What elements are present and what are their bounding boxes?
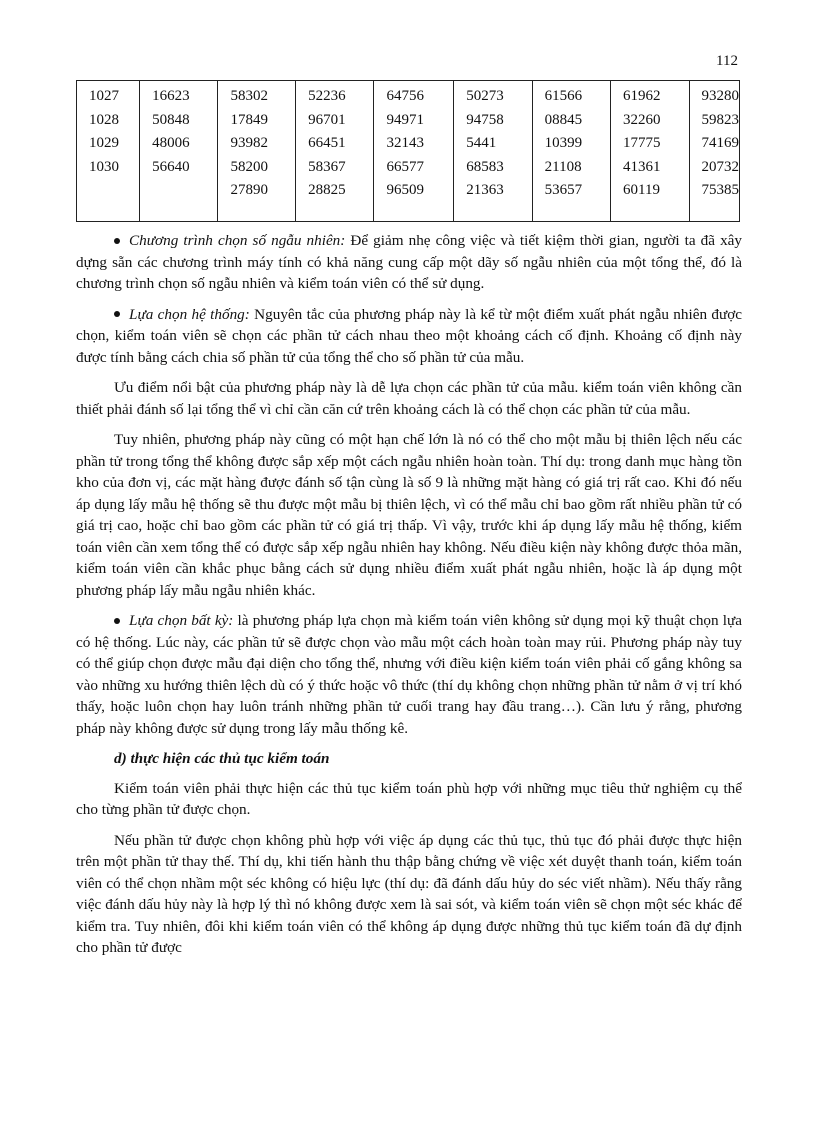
paragraph-text: là phương pháp lựa chọn mà kiểm toán viên không sử dụng mọi kỹ thuật chọn lựa có hệ thống. Lúc này, các phần tử sẽ được chọn vào mẫu một cách hoàn toàn may rủi. Phương pháp này tuy có thể giúp chọn được mẫu đại diện cho tổng thể, nhưng với điều kiện kiểm toán viên phải cố gắng không sa vào những xu hướng thiên lệch dù có ý thức hoặc vô thức (thí dụ không chọn những phần tử nằm ở vị trí khó thấy, hoặc luôn chọn hay luôn tránh những phần tử cuối trang hay đầu trang…). Cần lưu ý rằng, phương pháp này không được sử dụng trong lấy mẫu thống kê.	[76, 612, 742, 737]
table-value: 41361	[623, 158, 661, 175]
bullet-icon	[114, 311, 120, 317]
table-value: 21363	[466, 182, 504, 198]
table-value: 96509	[386, 182, 424, 198]
table-value: 66451	[308, 135, 346, 151]
table-value: 94758	[466, 111, 504, 128]
table-cell	[689, 81, 740, 222]
table-value: 28825	[308, 182, 346, 198]
table-value: 32260	[623, 111, 661, 128]
table-value: 58302	[230, 88, 268, 104]
term-label: Lựa chọn bất kỳ:	[129, 612, 234, 629]
table-value: 48006	[152, 135, 190, 151]
table-value: 94971	[386, 111, 424, 128]
table-value: 56640	[152, 158, 190, 175]
table-value: 93982	[230, 135, 268, 151]
section-heading: d) thực hiện các thủ tục kiểm toán	[114, 750, 330, 767]
paragraph-advantage: Ưu điểm nổi bật của phương pháp này là dễ lựa chọn các phần tử của mẫu. kiểm toán viên không cần thiết phải đánh số lại tổng thể vì chỉ cần căn cứ trên khoảng cách là có thể chọn các phần tử của mẫu.	[76, 379, 742, 418]
table-value: 75385	[701, 182, 739, 198]
page-number: 112	[716, 53, 738, 69]
table-value: 58367	[308, 158, 346, 175]
table-cell	[77, 81, 140, 222]
table-value: 5441	[466, 135, 497, 151]
term-label: Lựa chọn hệ thống:	[129, 305, 250, 323]
table-value: 50273	[466, 88, 504, 104]
table-value: 64756	[386, 88, 424, 104]
table-value: 17775	[623, 135, 661, 151]
table-cell	[296, 81, 374, 222]
table-cell	[374, 81, 454, 222]
paragraph-text: Để giảm nhẹ công việc và tiết kiệm thời gian, người ta đã xây dựng sẵn các chương trình máy tính có khả năng cung cấp một dãy số ngẫu nhiên của một tổng thể, đó là chương trình chọn số ngẫu nhiên và kiểm toán viên có thể sử dụng.	[76, 232, 742, 292]
table-value: 74169	[701, 135, 739, 151]
table-value: 61962	[623, 88, 661, 104]
table-value: 58200	[230, 158, 268, 175]
random-number-table	[76, 80, 740, 222]
table-cell	[218, 81, 296, 222]
term-label: Chương trình chọn số ngẫu nhiên:	[129, 232, 346, 249]
table-value: 1028	[89, 111, 119, 128]
table-value: 93280	[701, 88, 739, 104]
table-value: 08845	[544, 111, 583, 128]
table-value: 10399	[544, 135, 583, 151]
bullet-icon	[114, 238, 120, 244]
table-value: 53657	[544, 182, 583, 198]
table-row	[77, 81, 740, 222]
table-cell	[611, 81, 689, 222]
table-value: 1029	[89, 135, 119, 151]
paragraph-procedures: Kiểm toán viên phải thực hiện các thủ tục kiểm toán phù hợp với những mục tiêu thử nghiệm cụ thể cho từng phần tử được chọn.	[76, 779, 742, 818]
table-value: 60119	[623, 182, 660, 198]
table-value: 61566	[544, 88, 583, 104]
table-value: 50848	[152, 111, 190, 128]
table-value: 66577	[386, 158, 424, 175]
table-value: 20732	[701, 158, 739, 175]
table-value: 16623	[152, 88, 190, 104]
table-cell	[140, 81, 218, 222]
paragraph-random-program	[76, 230, 742, 295]
paragraph-limitation: Tuy nhiên, phương pháp này cũng có một hạn chế lớn là nó có thể cho một mẫu bị thiên lệch nếu các phần tử trong tổng thể không được sắp xếp một cách ngẫu nhiên hoàn toàn. Thí dụ: trong danh mục hàng tồn kho của đơn vị, các mặt hàng được đánh số tận cùng là số 9 là những mặt hàng có giá trị rất cao. Khi đó nếu áp dụng lấy mẫu hệ thống sẽ thu được một mẫu bị thiên lệch, vì có thể mẫu chỉ bao gồm rất nhiều phần tử có giá trị cao, hoặc chỉ bao gồm các phần tử có giá trị thấp. Vì vậy, trước khi áp dụng lấy mẫu hệ thống, kiểm toán viên cần xem tổng thể có được sắp xếp ngẫu nhiên hay không. Nếu điều kiện này không được thỏa mãn, kiểm toán viên cần khắc phục bằng cách sử dụng nhiều điểm xuất phát ngẫu nhiên, hoặc là áp dụng một phương pháp lấy mẫu ngẫu nhiên khác.	[76, 431, 742, 599]
table-value: 68583	[466, 158, 504, 175]
table-value: 1027	[89, 88, 119, 104]
paragraph-substitute: Nếu phần tử được chọn không phù hợp với việc áp dụng các thủ tục, thủ tục đó phải được thực hiện trên một phần tử thay thế. Thí dụ, khi tiến hành thu thập bằng chứng về việc xét duyệt thanh toán, kiểm toán viên có thể chọn nhầm một séc không có hiệu lực (thí dụ: đã đánh dấu hủy do séc viết nhầm). Nếu thấy rằng việc đánh dấu hủy này là hợp lý thì nó không được xem là sai sót, và kiểm toán viên sẽ chọn một séc khác để kiểm tra. Tuy nhiên, đôi khi kiểm toán viên có thể không áp dụng được những thủ tục kiểm toán đã dự định cho phần tử được	[76, 831, 742, 956]
paragraph-systematic	[76, 304, 742, 369]
table-cell	[532, 81, 610, 222]
table-value: 27890	[230, 182, 268, 198]
table-value: 21108	[544, 158, 582, 175]
paragraph-text: Nguyên tắc của phương pháp này là kể từ một điểm xuất phát ngẫu nhiên được chọn, kiểm toán viên sẽ chọn các phần tử cách nhau theo một khoảng cách cố định. Khoảng cố định này được tính bằng cách chia số phần tử của tổng thể cho số phần tử của mẫu.	[76, 305, 742, 366]
table-value: 32143	[386, 135, 424, 151]
table-value: 59823	[701, 111, 739, 128]
table-value: 17849	[230, 111, 268, 128]
body-text	[76, 230, 742, 968]
table-value: 96701	[308, 111, 346, 128]
table-cell	[454, 81, 532, 222]
table-value: 52236	[308, 88, 346, 104]
paragraph-haphazard	[76, 610, 742, 739]
bullet-icon	[114, 618, 120, 624]
table-value: 1030	[89, 158, 119, 175]
